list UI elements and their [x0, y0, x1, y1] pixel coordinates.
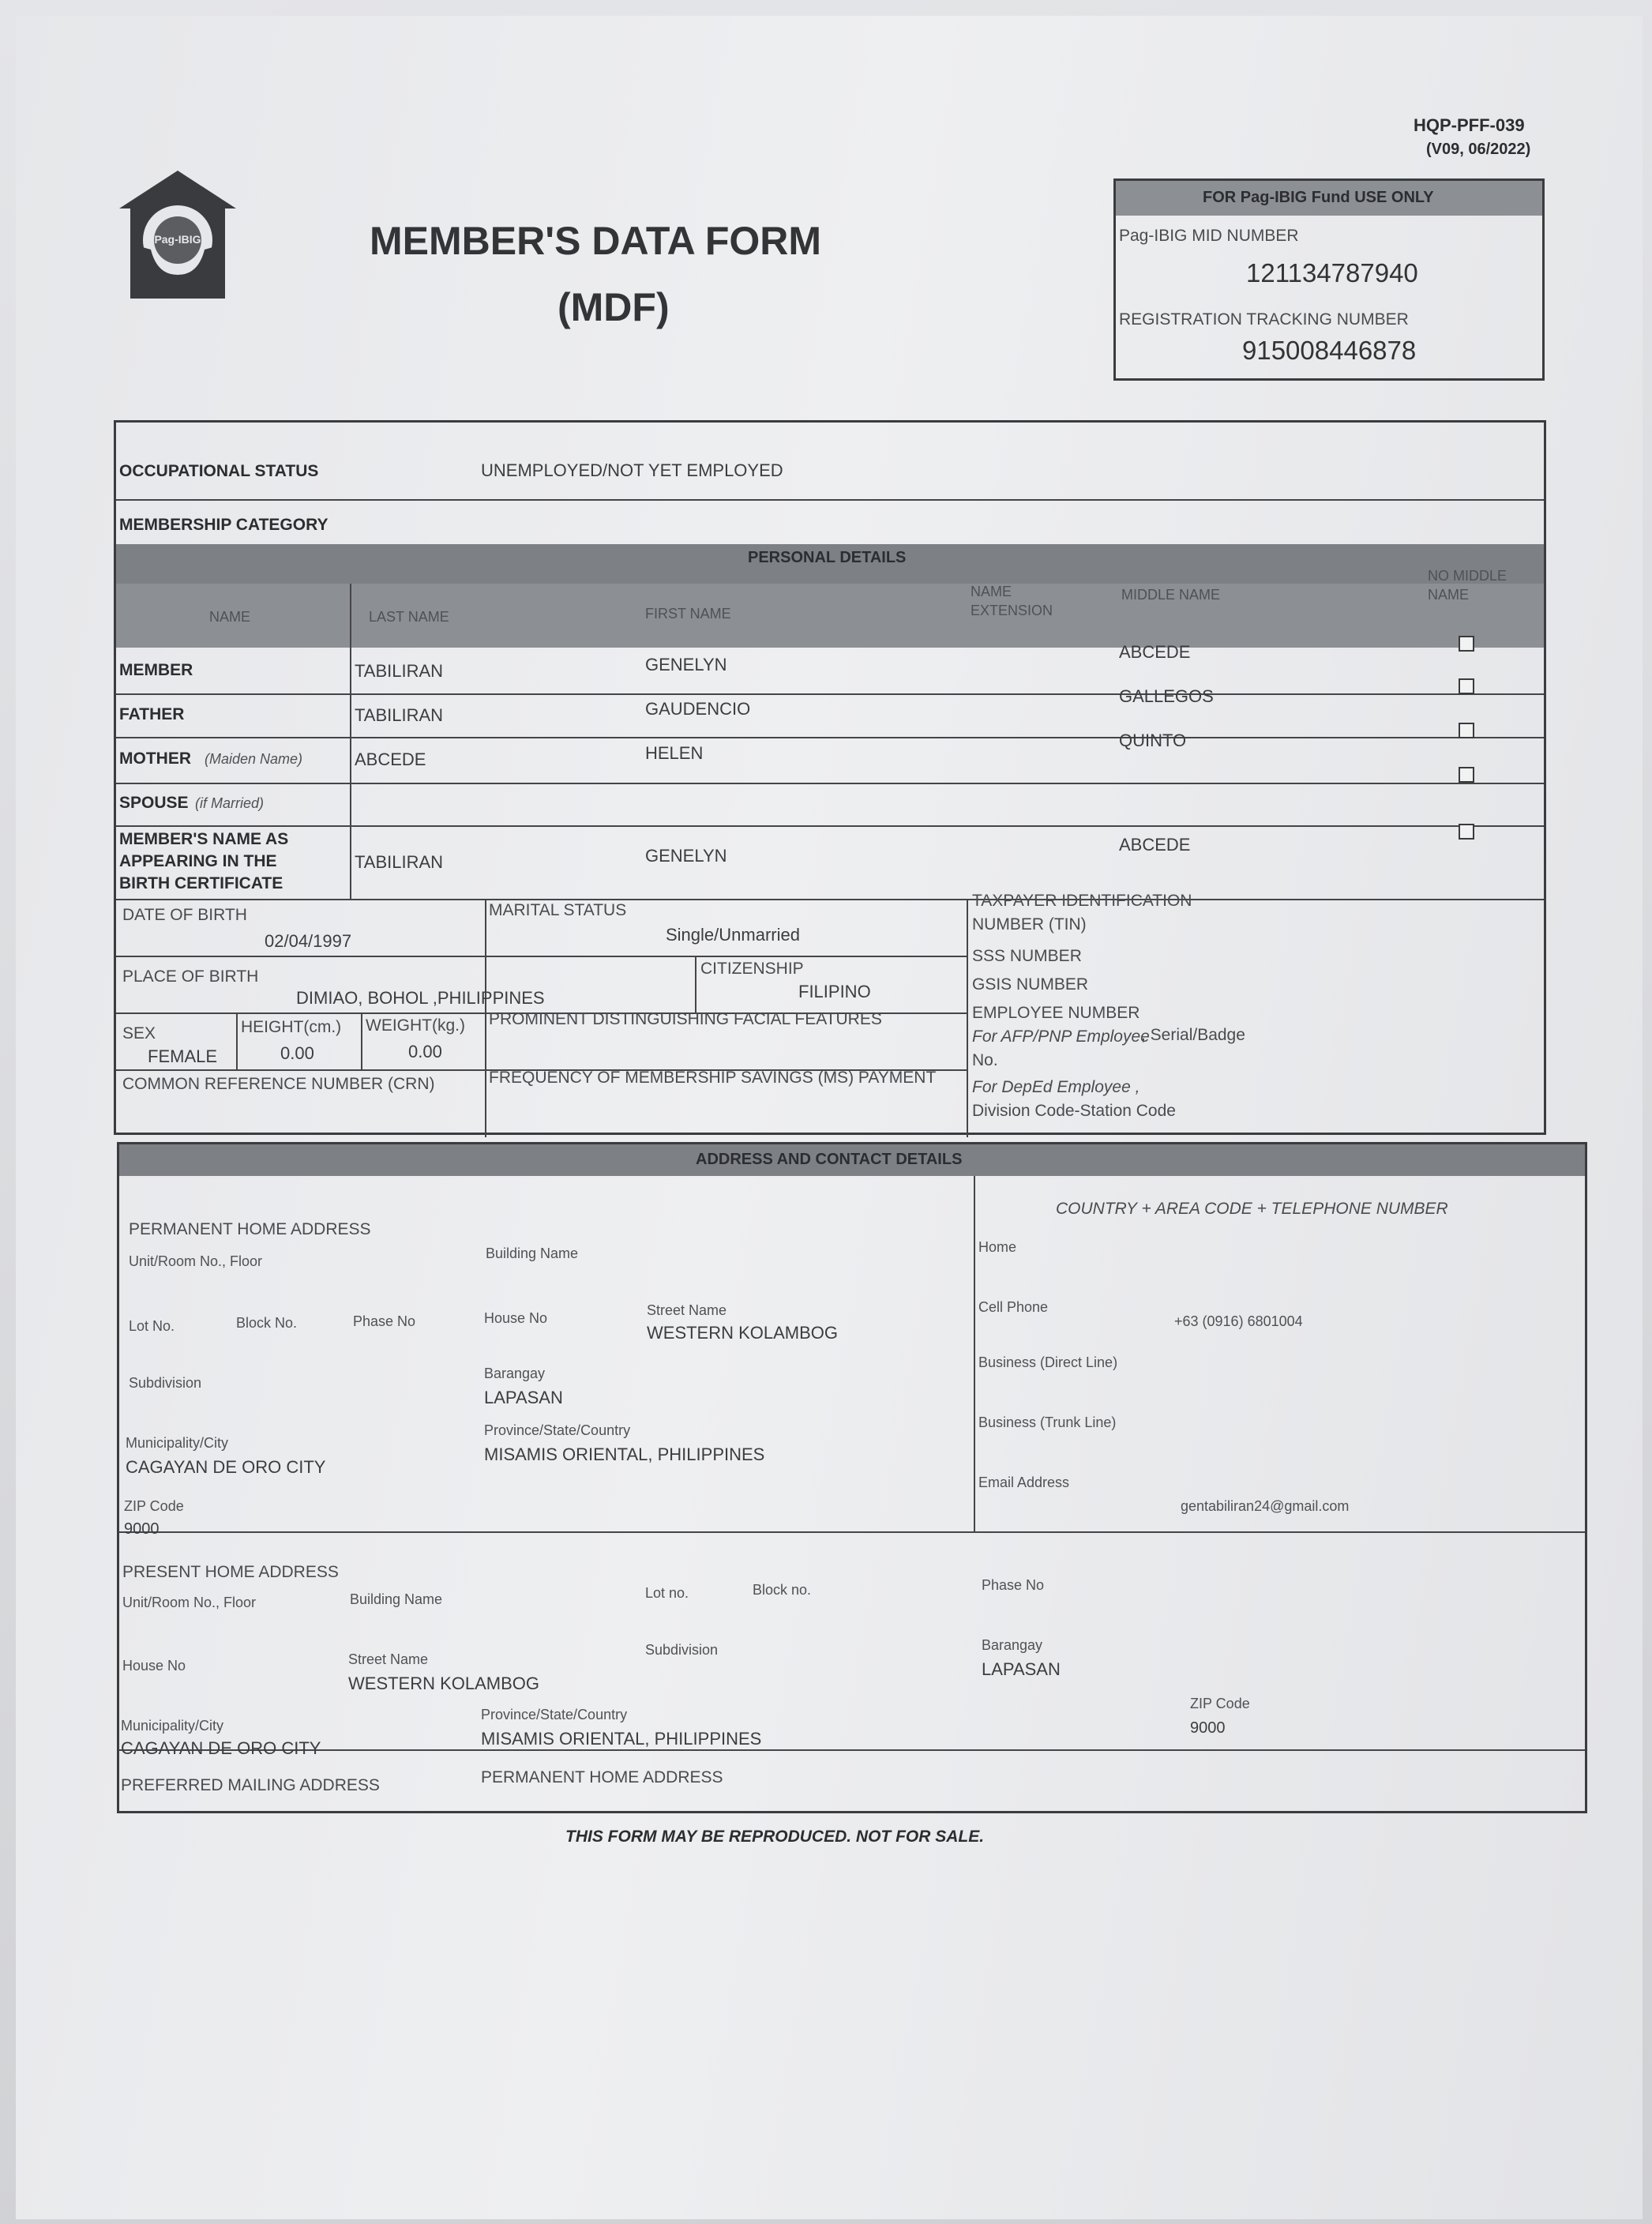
- first-name: GENELYN: [645, 846, 727, 866]
- pres-unit-label: Unit/Room No., Floor: [122, 1595, 257, 1610]
- perm-house-label: House No: [484, 1310, 548, 1326]
- page-title: MEMBER'S DATA FORM: [370, 219, 822, 263]
- preferred-mailing-value: PERMANENT HOME ADDRESS: [481, 1768, 723, 1786]
- pres-street-label: Street Name: [348, 1651, 429, 1667]
- no-middle-name-checkbox[interactable]: [1459, 678, 1474, 694]
- citizenship-label: CITIZENSHIP: [700, 960, 804, 978]
- perm-barangay-label: Barangay: [484, 1366, 546, 1381]
- sss-label: SSS NUMBER: [972, 947, 1082, 965]
- height-value: 0.00: [280, 1043, 314, 1063]
- pres-city-label: Municipality/City: [121, 1718, 224, 1734]
- last-name: ABCEDE: [355, 749, 426, 769]
- pres-house-label: House No: [122, 1658, 186, 1674]
- perm-street-value: WESTERN KOLAMBOG: [647, 1323, 839, 1343]
- first-name: GENELYN: [645, 655, 727, 674]
- fund-use-header: FOR Pag-IBIG Fund USE ONLY: [1203, 189, 1434, 206]
- membership-category-label: MEMBERSHIP CATEGORY: [119, 516, 329, 534]
- perm-block-label: Block No.: [236, 1315, 298, 1331]
- pob-value: DIMIAO, BOHOL ,PHILIPPINES: [296, 988, 545, 1008]
- address-contact-form: [117, 1142, 1587, 1813]
- row-label: SPOUSE: [119, 794, 189, 812]
- footer-note: THIS FORM MAY BE REPRODUCED. NOT FOR SALE.: [565, 1828, 985, 1846]
- sex-label: SEX: [122, 1024, 156, 1042]
- col-middle-name: MIDDLE NAME: [1121, 587, 1221, 603]
- height-label: HEIGHT(cm.): [241, 1018, 342, 1036]
- perm-unit-label: Unit/Room No., Floor: [129, 1253, 263, 1269]
- weight-value: 0.00: [408, 1042, 442, 1061]
- marital-status-label: MARITAL STATUS: [489, 901, 627, 919]
- row-label-2: APPEARING IN THE: [119, 852, 277, 870]
- last-name: TABILIRAN: [355, 705, 444, 725]
- form-version: (V09, 06/2022): [1426, 141, 1531, 158]
- perm-phase-label: Phase No: [353, 1313, 416, 1329]
- no-middle-name-checkbox[interactable]: [1459, 824, 1474, 840]
- col-first-name: FIRST NAME: [645, 606, 731, 622]
- address-header: ADDRESS AND CONTACT DETAILS: [696, 1151, 963, 1168]
- perm-city-value: CAGAYAN DE ORO CITY: [126, 1457, 326, 1477]
- middle-name: GALLEGOS: [1119, 686, 1214, 706]
- occupational-status-value: UNEMPLOYED/NOT YET EMPLOYED: [481, 460, 783, 480]
- last-name: TABILIRAN: [355, 661, 444, 681]
- perm-barangay-value: LAPASAN: [484, 1388, 563, 1407]
- pres-city-value: CAGAYAN DE ORO CITY: [121, 1738, 321, 1758]
- cell-phone-value: +63 (0916) 6801004: [1174, 1313, 1303, 1329]
- personal-details-header: PERSONAL DETAILS: [748, 549, 907, 566]
- perm-city-label: Municipality/City: [126, 1435, 229, 1451]
- tin-label-1: TAXPAYER IDENTIFICATION: [972, 892, 1192, 910]
- cell-phone-label: Cell Phone: [978, 1299, 1049, 1315]
- pres-province-label: Province/State/Country: [481, 1707, 628, 1722]
- pres-zip-label: ZIP Code: [1190, 1696, 1250, 1711]
- perm-building-label: Building Name: [486, 1245, 579, 1261]
- home-phone-label: Home: [978, 1239, 1017, 1255]
- deped-label-1: For DepEd Employee ,: [972, 1078, 1140, 1096]
- row-label-3: BIRTH CERTIFICATE: [119, 874, 283, 892]
- perm-lot-label: Lot No.: [129, 1318, 175, 1334]
- page-subtitle: (MDF): [558, 285, 670, 329]
- afp-label-1: For AFP/PNP Employee: [972, 1027, 1150, 1046]
- perm-street-label: Street Name: [647, 1302, 727, 1318]
- email-value: gentabiliran24@gmail.com: [1181, 1498, 1350, 1514]
- rtn-value: 915008446878: [1242, 336, 1417, 365]
- no-middle-name-checkbox[interactable]: [1459, 767, 1474, 783]
- pres-block-label: Block no.: [753, 1582, 812, 1598]
- facial-features-label: PROMINENT DISTINGUISHING FACIAL FEATURES: [489, 1010, 882, 1028]
- pres-subdivision-label: Subdivision: [645, 1642, 719, 1658]
- permanent-title: PERMANENT HOME ADDRESS: [129, 1220, 371, 1238]
- pres-zip-value: 9000: [1190, 1719, 1226, 1737]
- col-no-middle-1: NO MIDDLE: [1428, 568, 1507, 584]
- dob-value: 02/04/1997: [265, 931, 352, 951]
- row-note: (Maiden Name): [205, 751, 303, 767]
- row-label: MOTHER: [119, 749, 191, 768]
- perm-zip-label: ZIP Code: [124, 1498, 184, 1514]
- col-name-ext-2: EXTENSION: [971, 603, 1053, 618]
- svg-text:Pag-IBIG: Pag-IBIG: [154, 233, 201, 246]
- contact-header: COUNTRY + AREA CODE + TELEPHONE NUMBER: [1056, 1200, 1448, 1218]
- mid-label: Pag-IBIG MID NUMBER: [1119, 227, 1299, 245]
- email-label: Email Address: [978, 1475, 1070, 1490]
- col-last-name: LAST NAME: [369, 609, 449, 625]
- pres-barangay-value: LAPASAN: [982, 1659, 1061, 1679]
- pres-phase-label: Phase No: [982, 1577, 1045, 1593]
- no-middle-name-checkbox[interactable]: [1459, 636, 1474, 652]
- row-label: MEMBER: [119, 661, 193, 679]
- marital-status-value: Single/Unmarried: [666, 925, 800, 945]
- middle-name: ABCEDE: [1119, 835, 1191, 855]
- middle-name: QUINTO: [1119, 731, 1187, 750]
- rtn-label: REGISTRATION TRACKING NUMBER: [1119, 310, 1409, 329]
- perm-province-value: MISAMIS ORIENTAL, PHILIPPINES: [484, 1444, 765, 1464]
- first-name: HELEN: [645, 743, 704, 763]
- deped-label-2: Division Code-Station Code: [972, 1102, 1176, 1120]
- pres-province-value: MISAMIS ORIENTAL, PHILIPPINES: [481, 1729, 762, 1749]
- col-no-middle-2: NAME: [1428, 587, 1470, 603]
- pres-street-value: WESTERN KOLAMBOG: [348, 1674, 540, 1693]
- citizenship-value: FILIPINO: [798, 982, 871, 1001]
- last-name: TABILIRAN: [355, 852, 444, 872]
- col-name-ext-1: NAME: [971, 584, 1012, 599]
- gsis-label: GSIS NUMBER: [972, 975, 1089, 994]
- crn-label: COMMON REFERENCE NUMBER (CRN): [122, 1075, 435, 1093]
- col-name: NAME: [209, 609, 251, 625]
- pag-ibig-logo: [116, 167, 239, 302]
- business-direct-label: Business (Direct Line): [978, 1354, 1118, 1370]
- personal-details-form: [114, 420, 1546, 1135]
- weight-label: WEIGHT(kg.): [366, 1016, 465, 1035]
- row-label-1: MEMBER'S NAME AS: [119, 830, 289, 848]
- dob-label: DATE OF BIRTH: [122, 906, 247, 924]
- pres-lot-label: Lot no.: [645, 1585, 689, 1601]
- pob-label: PLACE OF BIRTH: [122, 967, 259, 986]
- fund-use-box: [1113, 178, 1545, 381]
- perm-province-label: Province/State/Country: [484, 1422, 631, 1438]
- tin-label-2: NUMBER (TIN): [972, 915, 1087, 934]
- preferred-mailing-label: PREFERRED MAILING ADDRESS: [121, 1776, 380, 1794]
- row-label: FATHER: [119, 705, 185, 723]
- employee-number-label: EMPLOYEE NUMBER: [972, 1004, 1140, 1022]
- afp-label-2: , Serial/Badge: [1141, 1026, 1245, 1044]
- row-note: (if Married): [195, 795, 265, 811]
- pres-barangay-label: Barangay: [982, 1637, 1043, 1653]
- present-title: PRESENT HOME ADDRESS: [122, 1563, 339, 1581]
- perm-zip-value: 9000: [124, 1520, 160, 1538]
- perm-subdivision-label: Subdivision: [129, 1375, 202, 1391]
- no-middle-name-checkbox[interactable]: [1459, 723, 1474, 738]
- middle-name: ABCEDE: [1119, 642, 1191, 662]
- first-name: GAUDENCIO: [645, 699, 751, 719]
- mid-value: 121134787940: [1246, 258, 1418, 287]
- frequency-label: FREQUENCY OF MEMBERSHIP SAVINGS (MS) PAYMENT: [489, 1069, 937, 1087]
- occupational-status-label: OCCUPATIONAL STATUS: [119, 462, 319, 480]
- sex-value: FEMALE: [148, 1046, 218, 1066]
- pres-building-label: Building Name: [350, 1591, 443, 1607]
- business-trunk-label: Business (Trunk Line): [978, 1414, 1117, 1430]
- form-code: HQP-PFF-039: [1414, 115, 1525, 135]
- afp-label-3: No.: [972, 1051, 998, 1069]
